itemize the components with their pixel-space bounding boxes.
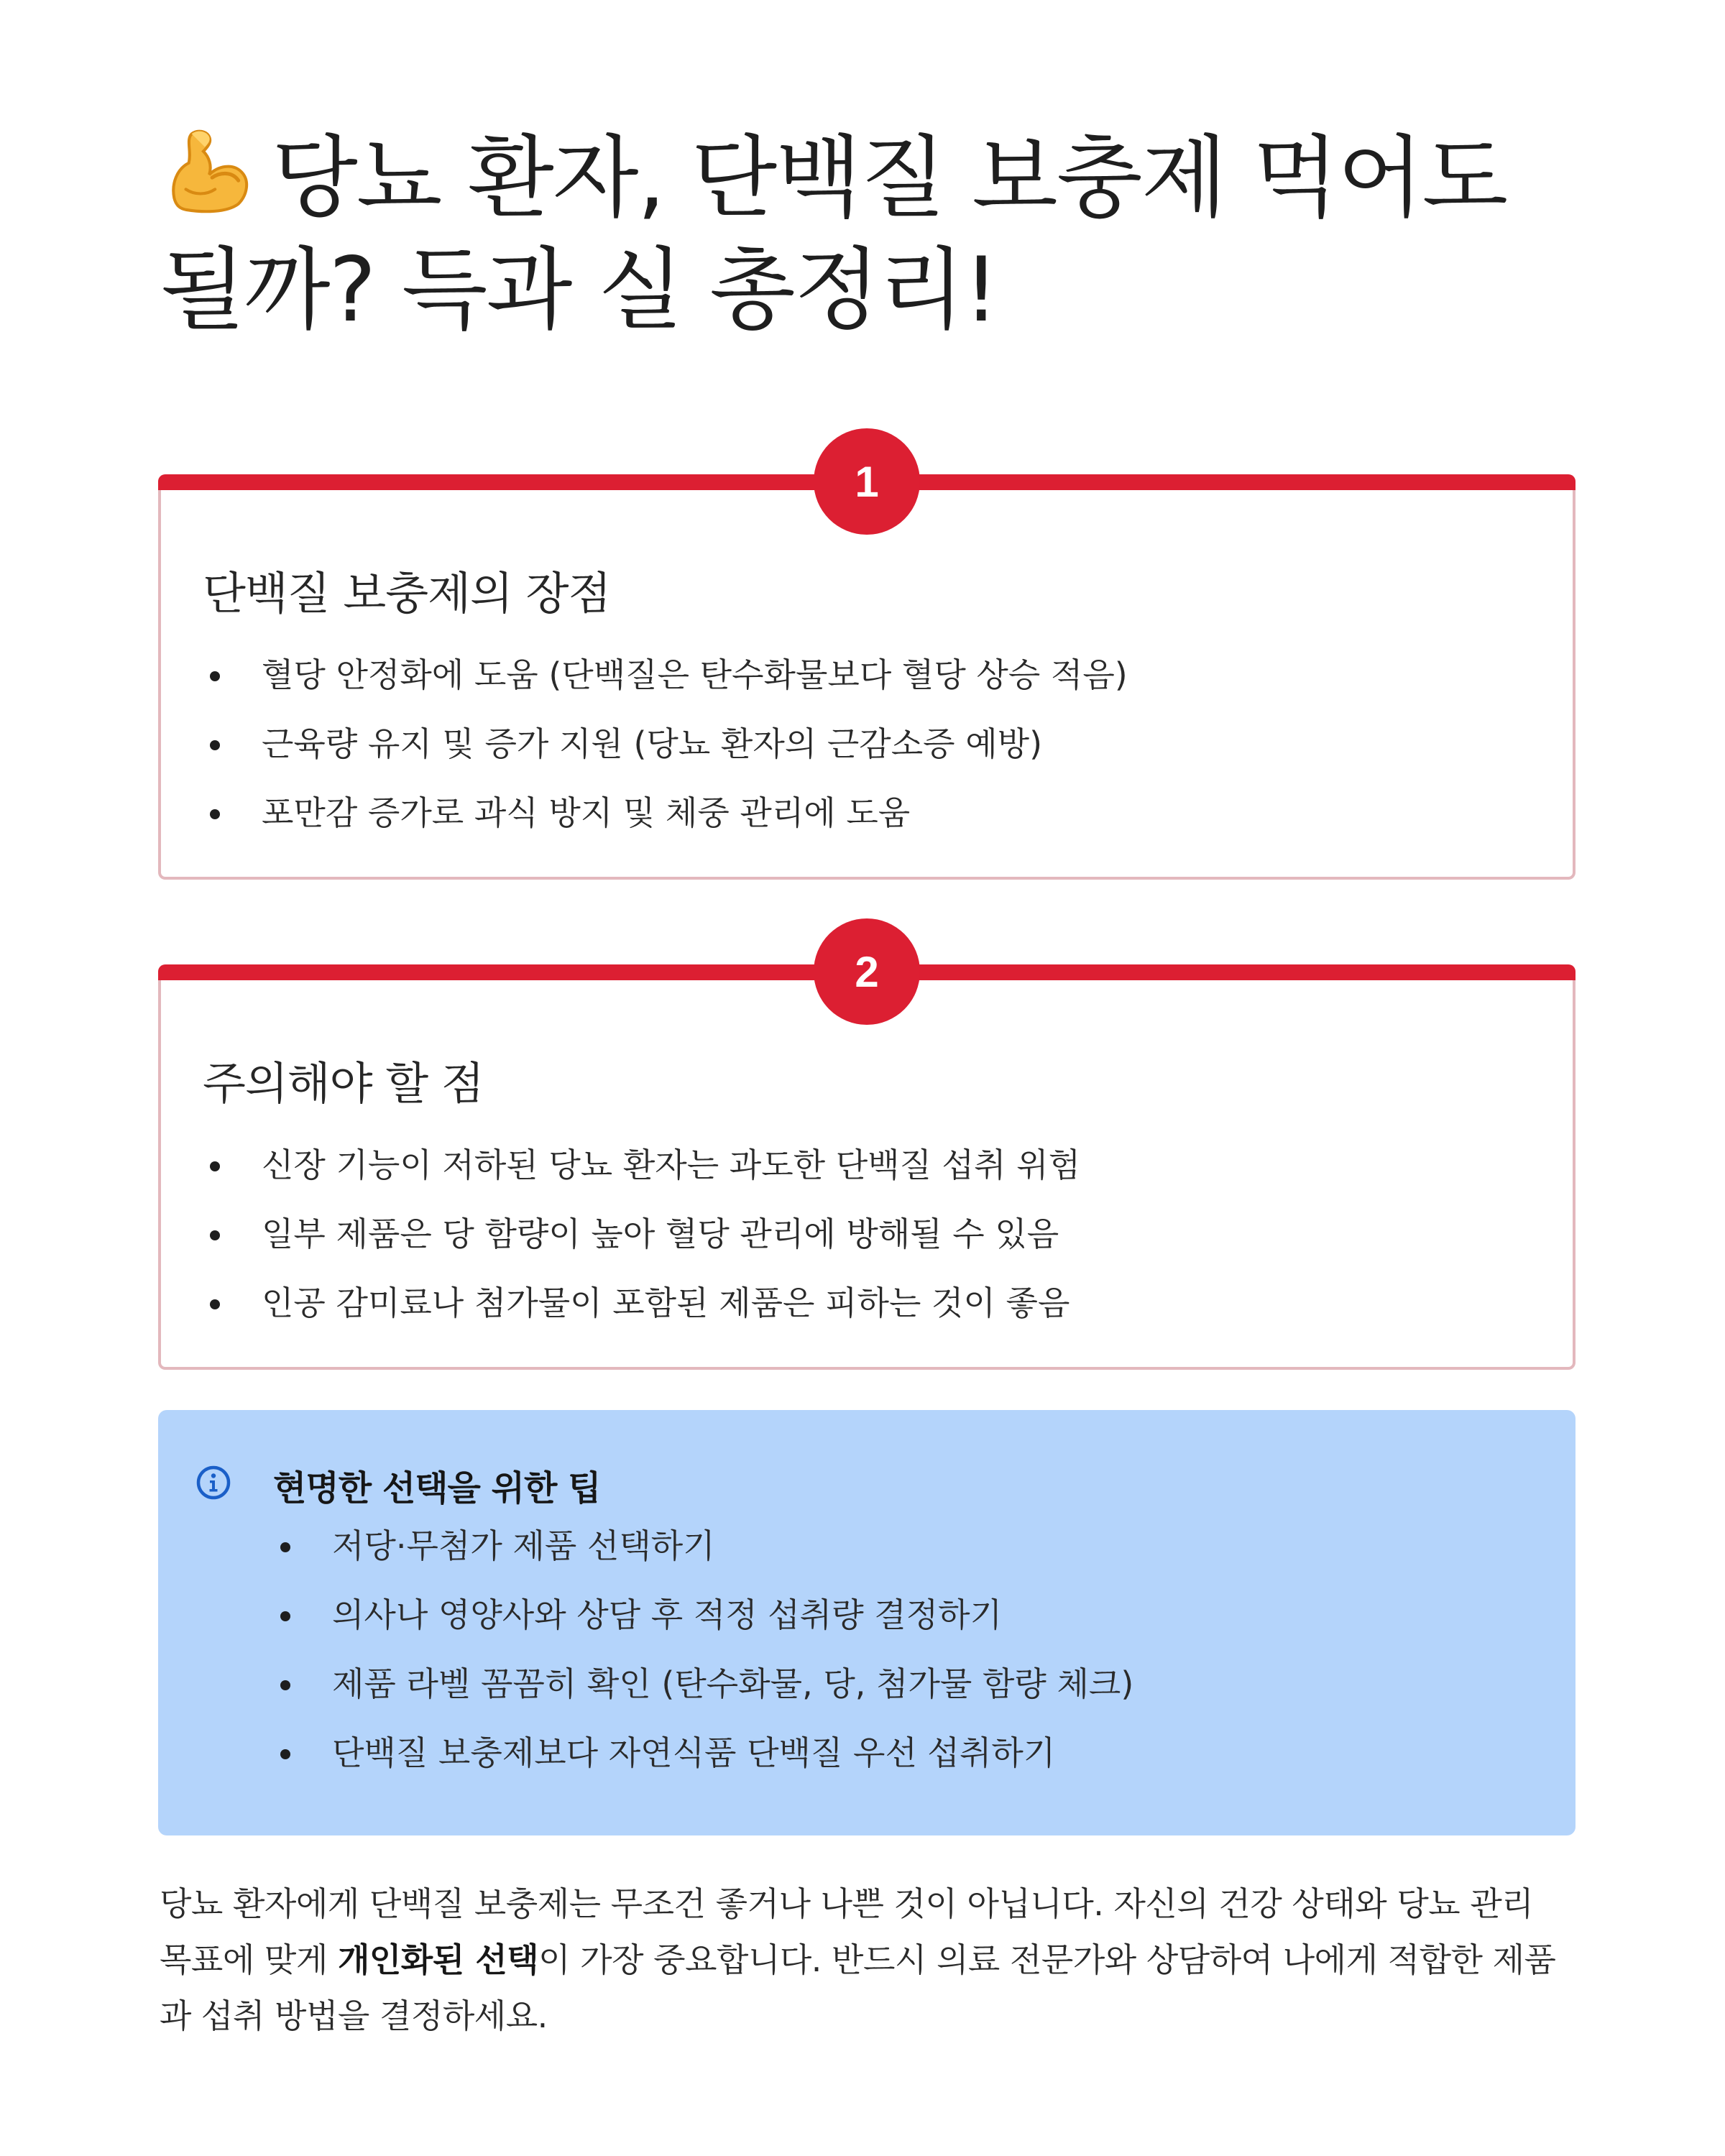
- summary-emphasis: 개인화된 선택: [337, 1940, 539, 1979]
- list-item: 근육량 유지 및 증가 지원 (당뇨 환자의 근감소증 예방): [203, 723, 1128, 792]
- summary-paragraph: [160, 1876, 1568, 2044]
- section-number-badge: 1: [814, 428, 920, 535]
- section-number-badge: 2: [814, 918, 920, 1025]
- summary-text-before: 당뇨 환자에게 단백질 보충제는 무조건 좋거나 나쁜 것이 아닙니다. 자신의 건강 상태와 당뇨 관리 목표에 맞게: [160, 1884, 1534, 1979]
- list-item: 혈당 안정화에 도움 (단백질은 탄수화물보다 혈당 상승 적음): [203, 654, 1128, 723]
- tips-heading: 현명한 선택을 위한 팁: [273, 1468, 601, 1508]
- list-item: 일부 제품은 당 함량이 높아 혈당 관리에 방해될 수 있음: [203, 1213, 1080, 1282]
- page-title: [160, 122, 1568, 346]
- flexed-biceps-icon: [160, 125, 253, 218]
- advantages-heading: 단백질 보충제의 장점: [203, 567, 611, 619]
- list-item: 인공 감미료나 첨가물이 포함된 제품은 피하는 것이 좋음: [203, 1282, 1080, 1351]
- list-item: 포만감 증가로 과식 방지 및 체중 관리에 도움: [203, 792, 1128, 861]
- list-item: 신장 기능이 저하된 당뇨 환자는 과도한 단백질 섭취 위험: [203, 1144, 1080, 1213]
- cautions-heading: 주의해야 할 점: [203, 1057, 484, 1110]
- summary-text-after: 이 가장 중요합니다. 반드시 의료 전문가와 상담하여 나에게 적합한 제품과 섭취 방법을 결정하세요.: [160, 1940, 1556, 2035]
- list-item: 의사나 영양사와 상담 후 적정 섭취량 결정하기: [273, 1594, 1133, 1663]
- cautions-card: [158, 947, 1576, 1370]
- tips-list: [273, 1525, 1133, 1801]
- list-item: 단백질 보충제보다 자연식품 단백질 우선 섭취하기: [273, 1732, 1133, 1801]
- page-title-text: 당뇨 환자, 단백질 보충제 먹어도 될까? 득과 실 총정리!: [160, 126, 1507, 342]
- list-item: 저당·무첨가 제품 선택하기: [273, 1525, 1133, 1594]
- info-icon: [196, 1465, 231, 1501]
- cautions-list: [203, 1144, 1080, 1351]
- tips-callout: [158, 1410, 1576, 1835]
- advantages-list: [203, 654, 1128, 861]
- advantages-card: [158, 457, 1576, 880]
- list-item: 제품 라벨 꼼꼼히 확인 (탄수화물, 당, 첨가물 함량 체크): [273, 1663, 1133, 1732]
